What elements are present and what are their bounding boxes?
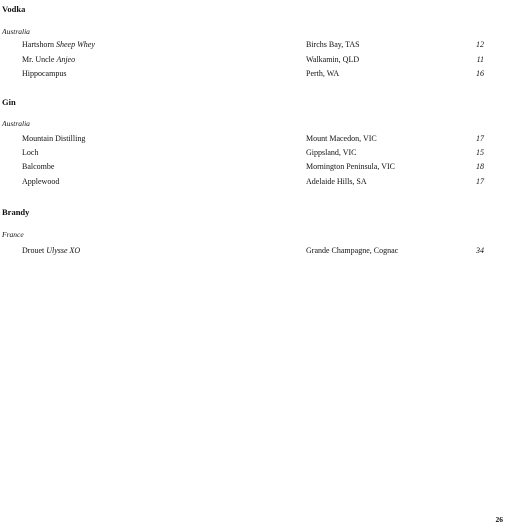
item-name: Applewood bbox=[22, 177, 60, 186]
region-label: France bbox=[2, 230, 24, 239]
region-label: Australia bbox=[2, 119, 30, 128]
menu-item bbox=[0, 147, 512, 159]
item-name-wrapper bbox=[22, 245, 80, 257]
menu-item bbox=[0, 161, 512, 173]
item-name: Loch bbox=[22, 148, 39, 157]
item-variant: Ulysse XO bbox=[46, 246, 81, 255]
item-location: Adelaide Hills, SA bbox=[306, 177, 367, 186]
menu-item bbox=[0, 176, 512, 188]
item-price: 16 bbox=[476, 69, 484, 78]
item-price: 18 bbox=[476, 162, 484, 171]
item-location: Mount Macedon, VIC bbox=[306, 134, 377, 143]
item-name-wrapper bbox=[22, 68, 66, 80]
item-price: 17 bbox=[476, 177, 484, 186]
region-label: Australia bbox=[2, 27, 30, 36]
section-title: Brandy bbox=[2, 207, 30, 217]
item-price: 15 bbox=[476, 148, 484, 157]
item-price: 34 bbox=[476, 246, 484, 255]
item-name: Drouet bbox=[22, 246, 45, 255]
item-name-wrapper bbox=[22, 39, 95, 51]
item-price: 12 bbox=[476, 40, 484, 49]
item-name: Hippocampus bbox=[22, 69, 67, 78]
item-name: Balcombe bbox=[22, 162, 55, 171]
item-price: 17 bbox=[476, 134, 484, 143]
item-price: 11 bbox=[476, 55, 484, 64]
menu-item bbox=[0, 133, 512, 145]
item-variant: Sheep Whey bbox=[56, 40, 95, 49]
menu-item bbox=[0, 68, 512, 80]
item-location: Mornington Peninsula, VIC bbox=[306, 162, 395, 171]
item-location: Perth, WA bbox=[306, 69, 340, 78]
item-name: Mr. Uncle bbox=[22, 55, 55, 64]
item-location: Grande Champagne, Cognac bbox=[306, 246, 399, 255]
section-title: Vodka bbox=[2, 4, 26, 14]
section-title: Gin bbox=[2, 97, 16, 107]
menu-item bbox=[0, 54, 512, 66]
item-name: Hartshorn bbox=[22, 40, 54, 49]
menu-item bbox=[0, 245, 512, 257]
item-location: Birchs Bay, TAS bbox=[306, 40, 360, 49]
item-name-wrapper bbox=[22, 54, 75, 66]
item-location: Gippsland, VIC bbox=[306, 148, 357, 157]
page-number: 26 bbox=[495, 515, 503, 524]
menu-item bbox=[0, 39, 512, 51]
item-location: Walkamin, QLD bbox=[306, 55, 360, 64]
item-variant: Anjeo bbox=[56, 55, 76, 64]
item-name: Mountain Distilling bbox=[22, 134, 86, 143]
